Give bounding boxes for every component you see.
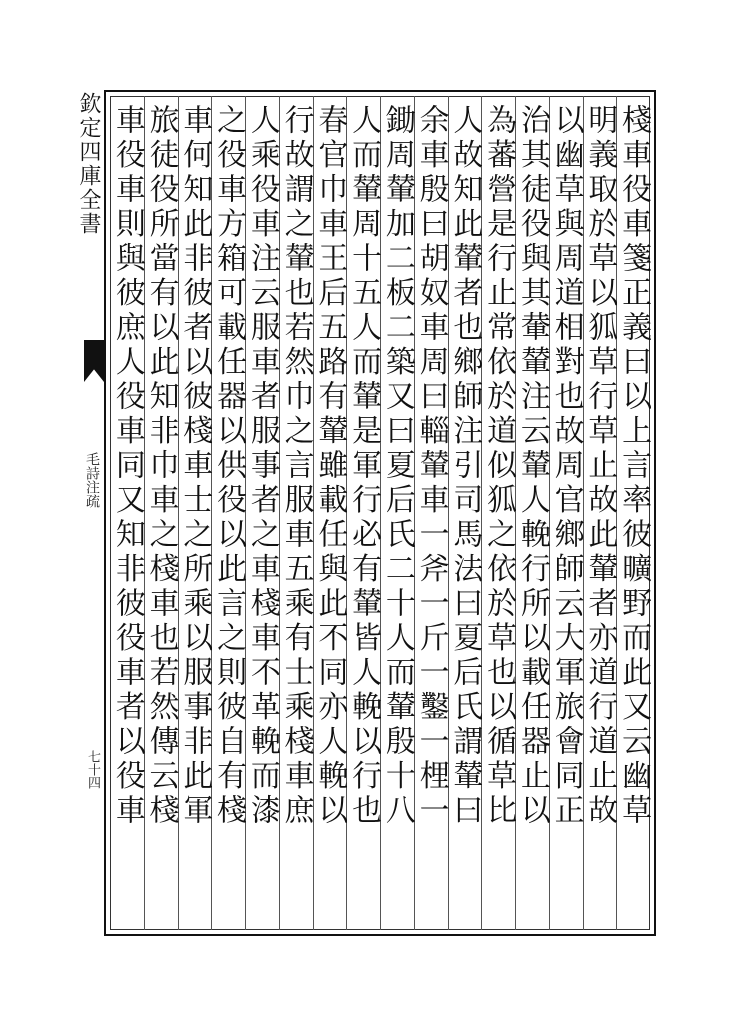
fish-tail-mark-icon — [84, 340, 104, 382]
margin-title: 欽定四庫全書 — [76, 92, 101, 236]
text-column: 車役車則與彼庶人役車同又知非彼役車者以役車 — [109, 104, 145, 829]
text-column: 行故謂之輦也若然巾之言服車五乘有士乘棧車庶 — [278, 104, 314, 829]
text-column: 春官巾車王后五路有輦雖載任與此不同亦人輓以 — [312, 104, 348, 829]
text-column: 為蕃營是行止常依於道似狐之依於草也以循草比 — [481, 104, 517, 829]
text-column: 之役車方箱可載任器以供役以此言之則彼自有棧 — [211, 104, 247, 829]
text-column: 余車殷曰胡奴車周曰輜輦車一斧一斤一鑿一梩一 — [413, 104, 449, 829]
margin-book-title: 毛詩注疏 — [84, 452, 100, 508]
text-column: 治其徒役與其輂輦注云輦人輓行所以載任器止以 — [514, 104, 550, 829]
margin-page-number: 七十四 — [85, 750, 100, 789]
text-column: 人乘役車注云服車者服事者之車棧車不革輓而漆 — [244, 104, 280, 829]
text-column: 鋤周輦加二板二築又曰夏后氏二十人而輦殷十八 — [379, 104, 415, 829]
text-column: 人故知此輦者也鄉師注引司馬法曰夏后氏謂輦曰 — [447, 104, 483, 829]
text-column: 旅徒役所當有以此知非巾車之棧車也若然傳云棧 — [143, 104, 179, 829]
text-column: 以幽草與周道相對也故周官鄉師云大軍旅會同正 — [548, 104, 584, 829]
text-column: 明義取於草以狐草行草止故此輦者亦道行道止故 — [582, 104, 618, 829]
text-column: 棧車役車箋正義曰以上言率彼曠野而此又云幽草 — [616, 104, 652, 829]
text-column: 車何知此非彼者以彼棧車士之所乘以服事非此軍 — [177, 104, 213, 829]
text-column: 人而輦周十五人而輦是軍行必有輦皆人輓以行也 — [346, 104, 382, 829]
